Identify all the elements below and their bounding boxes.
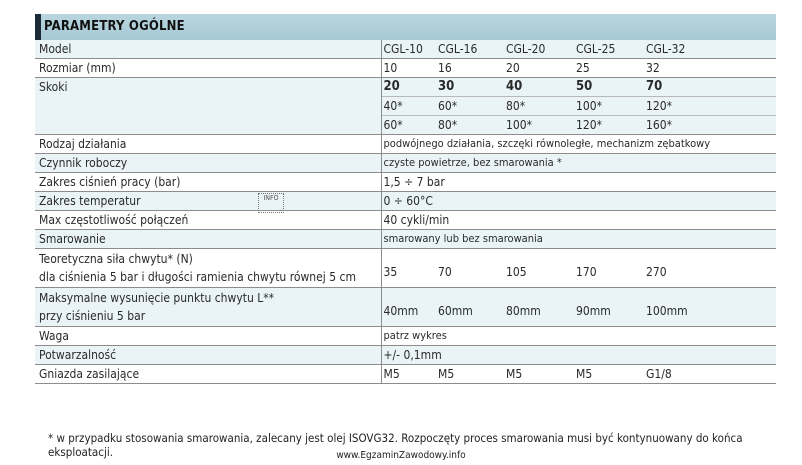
cell: 100mm <box>646 304 688 318</box>
cell: 80* <box>438 118 458 132</box>
cell: M5 <box>576 367 593 381</box>
row-rozmiar <box>35 59 776 78</box>
row-waga <box>35 327 776 346</box>
watermark-badge <box>258 193 284 213</box>
cell: M5 <box>383 367 400 381</box>
row-label: Max częstotliwość połączeń <box>35 211 381 230</box>
cell: 100* <box>506 118 532 132</box>
cell: 160* <box>646 118 672 132</box>
row-label: Rozmiar (mm) <box>35 59 381 78</box>
cell: 16 <box>438 61 452 75</box>
row-label: Potwarzalność <box>35 346 381 365</box>
cell: 100* <box>576 99 602 113</box>
cell: 60mm <box>438 304 473 318</box>
cell: 1,5 ÷ 7 bar <box>383 175 445 189</box>
cell: 40 cykli/min <box>383 213 450 227</box>
cell: 70 <box>646 79 663 94</box>
row-label: Waga <box>35 327 381 346</box>
cell: 20 <box>383 79 400 94</box>
cell: czyste powietrze, bez smarowania * <box>383 156 562 169</box>
cell: 70 <box>438 265 452 279</box>
row-label-line-1: Maksymalne wysunięcie punktu chwytu L** <box>39 291 275 305</box>
cell: 80* <box>506 99 526 113</box>
cell: CGL-16 <box>438 42 478 56</box>
cell: 10 <box>383 61 398 75</box>
cell: 120* <box>576 118 602 132</box>
cell: 35 <box>383 265 398 279</box>
cell: G1/8 <box>646 367 672 381</box>
row-czynnik <box>35 154 776 173</box>
cell: podwójnego działania, szczęki równoległe, mechanizm zębatkowy <box>383 137 711 150</box>
row-powtarzalnosc <box>35 346 776 365</box>
row-smarowanie <box>35 230 776 249</box>
row-label-line-1: Teoretyczna siła chwytu* (N) <box>39 252 193 266</box>
row-label: Gniazda zasilające <box>35 365 381 384</box>
row-label: Zakres ciśnień pracy (bar) <box>35 173 381 192</box>
parameters-panel <box>35 14 776 384</box>
cell: patrz wykres <box>383 329 447 342</box>
row-label <box>35 288 381 327</box>
cell: M5 <box>438 367 455 381</box>
row-label: Smarowanie <box>35 230 381 249</box>
section-title: PARAMETRY OGÓLNE <box>44 19 185 34</box>
section-header <box>35 14 776 40</box>
cell: 105 <box>506 265 527 279</box>
row-zakres-temperatur <box>35 192 776 211</box>
row-max-czestotliwosc <box>35 211 776 230</box>
cell: 60* <box>383 118 403 132</box>
row-rodzaj <box>35 135 776 154</box>
row-zakres-cisnien <box>35 173 776 192</box>
cell: 25 <box>576 61 590 75</box>
row-skoki-1 <box>35 78 776 97</box>
cell: CGL-20 <box>506 42 546 56</box>
cell: CGL-32 <box>646 42 686 56</box>
row-label: Skoki <box>35 78 381 135</box>
cell: smarowany lub bez smarowania <box>383 232 543 245</box>
cell: 90mm <box>576 304 611 318</box>
row-label <box>35 249 381 288</box>
cell: 0 ÷ 60°C <box>383 194 433 208</box>
cell: 40 <box>506 79 523 94</box>
footnote: * w przypadku stosowania smarowania, zalecany jest olej ISOVG32. Rozpoczęty proces smarowania musi być kontynuowany do końca eksploatacji. <box>48 431 743 459</box>
row-label: Rodzaj działania <box>35 135 381 154</box>
cell: 270 <box>646 265 667 279</box>
cell: 40mm <box>383 304 419 318</box>
cell: CGL-10 <box>383 42 423 56</box>
cell: 30 <box>438 79 455 94</box>
row-sila-chwytu <box>35 249 776 288</box>
row-label: Model <box>35 40 381 59</box>
row-model <box>35 40 776 59</box>
row-label-line-2: dla ciśnienia 5 bar i długości ramienia chwytu równej 5 cm <box>39 270 356 284</box>
row-label: Czynnik roboczy <box>35 154 381 173</box>
row-label: Zakres temperatur <box>35 192 381 211</box>
row-label-line-2: przy ciśnieniu 5 bar <box>39 309 146 323</box>
row-wysuniecie <box>35 288 776 327</box>
watermark-text: INFO <box>263 194 279 202</box>
cell: 50 <box>576 79 593 94</box>
cell: 32 <box>646 61 660 75</box>
cell: 40* <box>383 99 403 113</box>
row-gniazda <box>35 365 776 384</box>
cell: M5 <box>506 367 523 381</box>
cell: +/- 0,1mm <box>383 348 442 362</box>
cell: 170 <box>576 265 597 279</box>
cell: 20 <box>506 61 520 75</box>
source-credit: www.EgzaminZawodowy.info <box>336 450 466 461</box>
cell: CGL-25 <box>576 42 616 56</box>
cell: 80mm <box>506 304 541 318</box>
cell: 60* <box>438 99 458 113</box>
parameters-table <box>35 40 776 384</box>
cell: 120* <box>646 99 672 113</box>
